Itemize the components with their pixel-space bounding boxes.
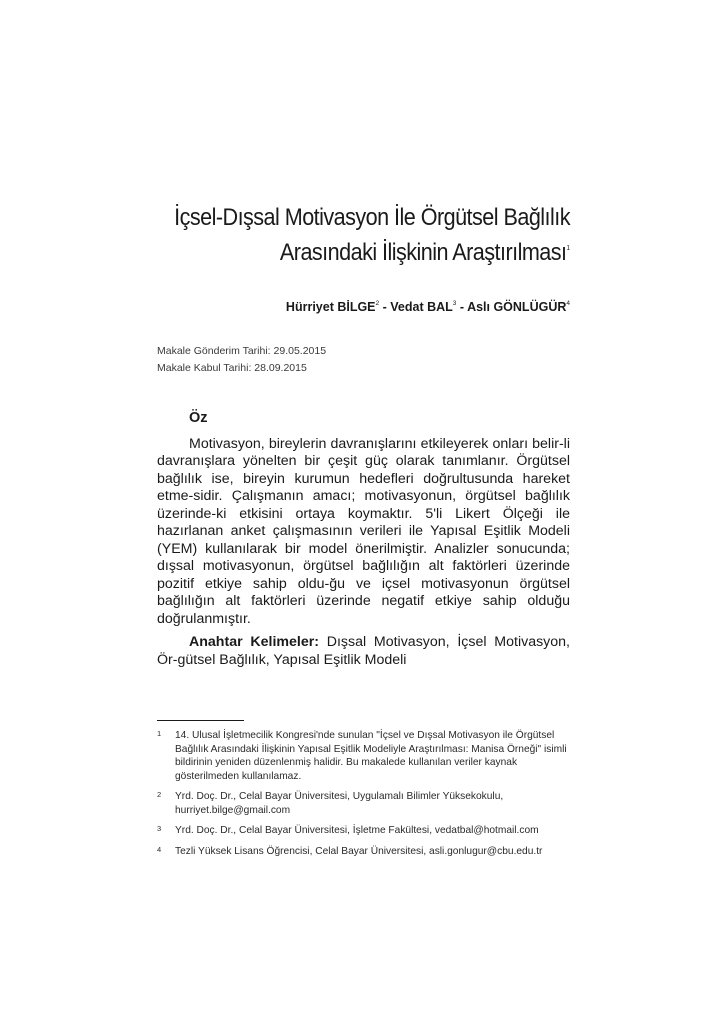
- title-line-1: İçsel-Dışsal Motivasyon İle Örgütsel Bağlılık: [174, 204, 570, 231]
- footnote-text: Tezli Yüksek Lisans Öğrencisi, Celal Bayar Üniversitesi, asli.gonlugur@cbu.edu.tr: [175, 845, 543, 857]
- title-footnote-marker: 1: [566, 245, 570, 252]
- footnote-text: Yrd. Doç. Dr., Celal Bayar Üniversitesi, İşletme Fakültesi, vedatbal@hotmail.com: [175, 825, 539, 836]
- abstract-section: [157, 410, 570, 669]
- footnote-number: 1: [157, 729, 162, 738]
- author-separator: -: [456, 300, 468, 314]
- footnote-divider: [157, 720, 244, 721]
- footnote-text: 14. Ulusal İşletmecilik Kongresi'nde sunulan "İçsel ve Dışsal Motivasyon ile Örgütsel Bağlılık Arasındaki İlişkinin Yapısal Eşitlik Modeliyle Araştırılması: Manisa Örneği" isimli bildirinin yeniden düzenlenmiş halidir. Bu makalede kullanılan veriler kaynak gösterilmeden kullanılamaz.: [175, 730, 567, 782]
- footnote-item: [157, 790, 570, 817]
- keywords-text: Dışsal Motivasyon, İçsel Motivasyon, Ör-gütsel Bağlılık, Yapısal Eşitlik Modeli: [157, 634, 570, 668]
- author-name: Vedat BAL: [390, 300, 453, 314]
- acceptance-date: Makale Kabul Tarihi: 28.09.2015: [157, 362, 307, 374]
- author-footnote-marker: 3: [452, 300, 457, 307]
- footnote-number: 4: [157, 844, 162, 854]
- author-footnote-marker: 2: [375, 300, 380, 307]
- footnote-number: 2: [157, 790, 162, 799]
- submission-date: Makale Gönderim Tarihi: 29.05.2015: [157, 345, 327, 357]
- keywords-label: Anahtar Kelimeler:: [189, 634, 319, 650]
- author-name: Hürriyet BİLGE: [285, 300, 376, 314]
- title-line-2-text: Arasındaki İlişkinin Araştırılması: [279, 239, 567, 266]
- author-separator: -: [379, 300, 391, 314]
- footnote-text: Yrd. Doç. Dr., Celal Bayar Üniversitesi, Uygulamalı Bilimler Yüksekokulu, hurriyet.bilge@gmail.com: [175, 791, 504, 816]
- footnote-item: [157, 824, 570, 838]
- footnotes-section: [157, 720, 570, 865]
- author-list: [286, 300, 570, 314]
- author-footnote-marker: 4: [566, 300, 570, 307]
- title-line-2: [174, 233, 570, 268]
- abstract-heading: Öz: [189, 410, 208, 426]
- author-name: Aslı GÖNLÜGÜR: [467, 300, 567, 314]
- article-title: [174, 202, 570, 268]
- article-dates: [157, 343, 326, 377]
- footnote-item: [157, 845, 570, 859]
- keywords-paragraph: [157, 634, 570, 669]
- footnote-number: 3: [157, 824, 162, 833]
- abstract-text: Motivasyon, bireylerin davranışlarını etkileyerek onları belir-li davranışlara yönelten bir çeşit güç olarak tanımlanır. Örgütsel bağlılık ise, bireyin kurumun hedefleri doğrultusunda hareket etme-sidir. Çalışmanın amacı; motivasyonun, örgütsel bağlılık üzerinde-ki etkisini ortaya koymaktır. 5'li Likert Ölçeği ile hazırlanan anket çalışmasının verileri ile Yapısal Eşitlik Modeli (YEM) kullanılarak bir model önerilmiştir. Analizler sonucunda; dışsal motivasyonun, örgütsel bağlılığın alt faktörleri üzerinde pozitif etkiye sahip oldu-ğu ve içsel motivasyonun örgütsel bağlılığın alt faktörleri üzerinde negatif etkiye sahip olduğu doğrulanmıştır.: [157, 435, 570, 627]
- footnote-item: [157, 729, 570, 783]
